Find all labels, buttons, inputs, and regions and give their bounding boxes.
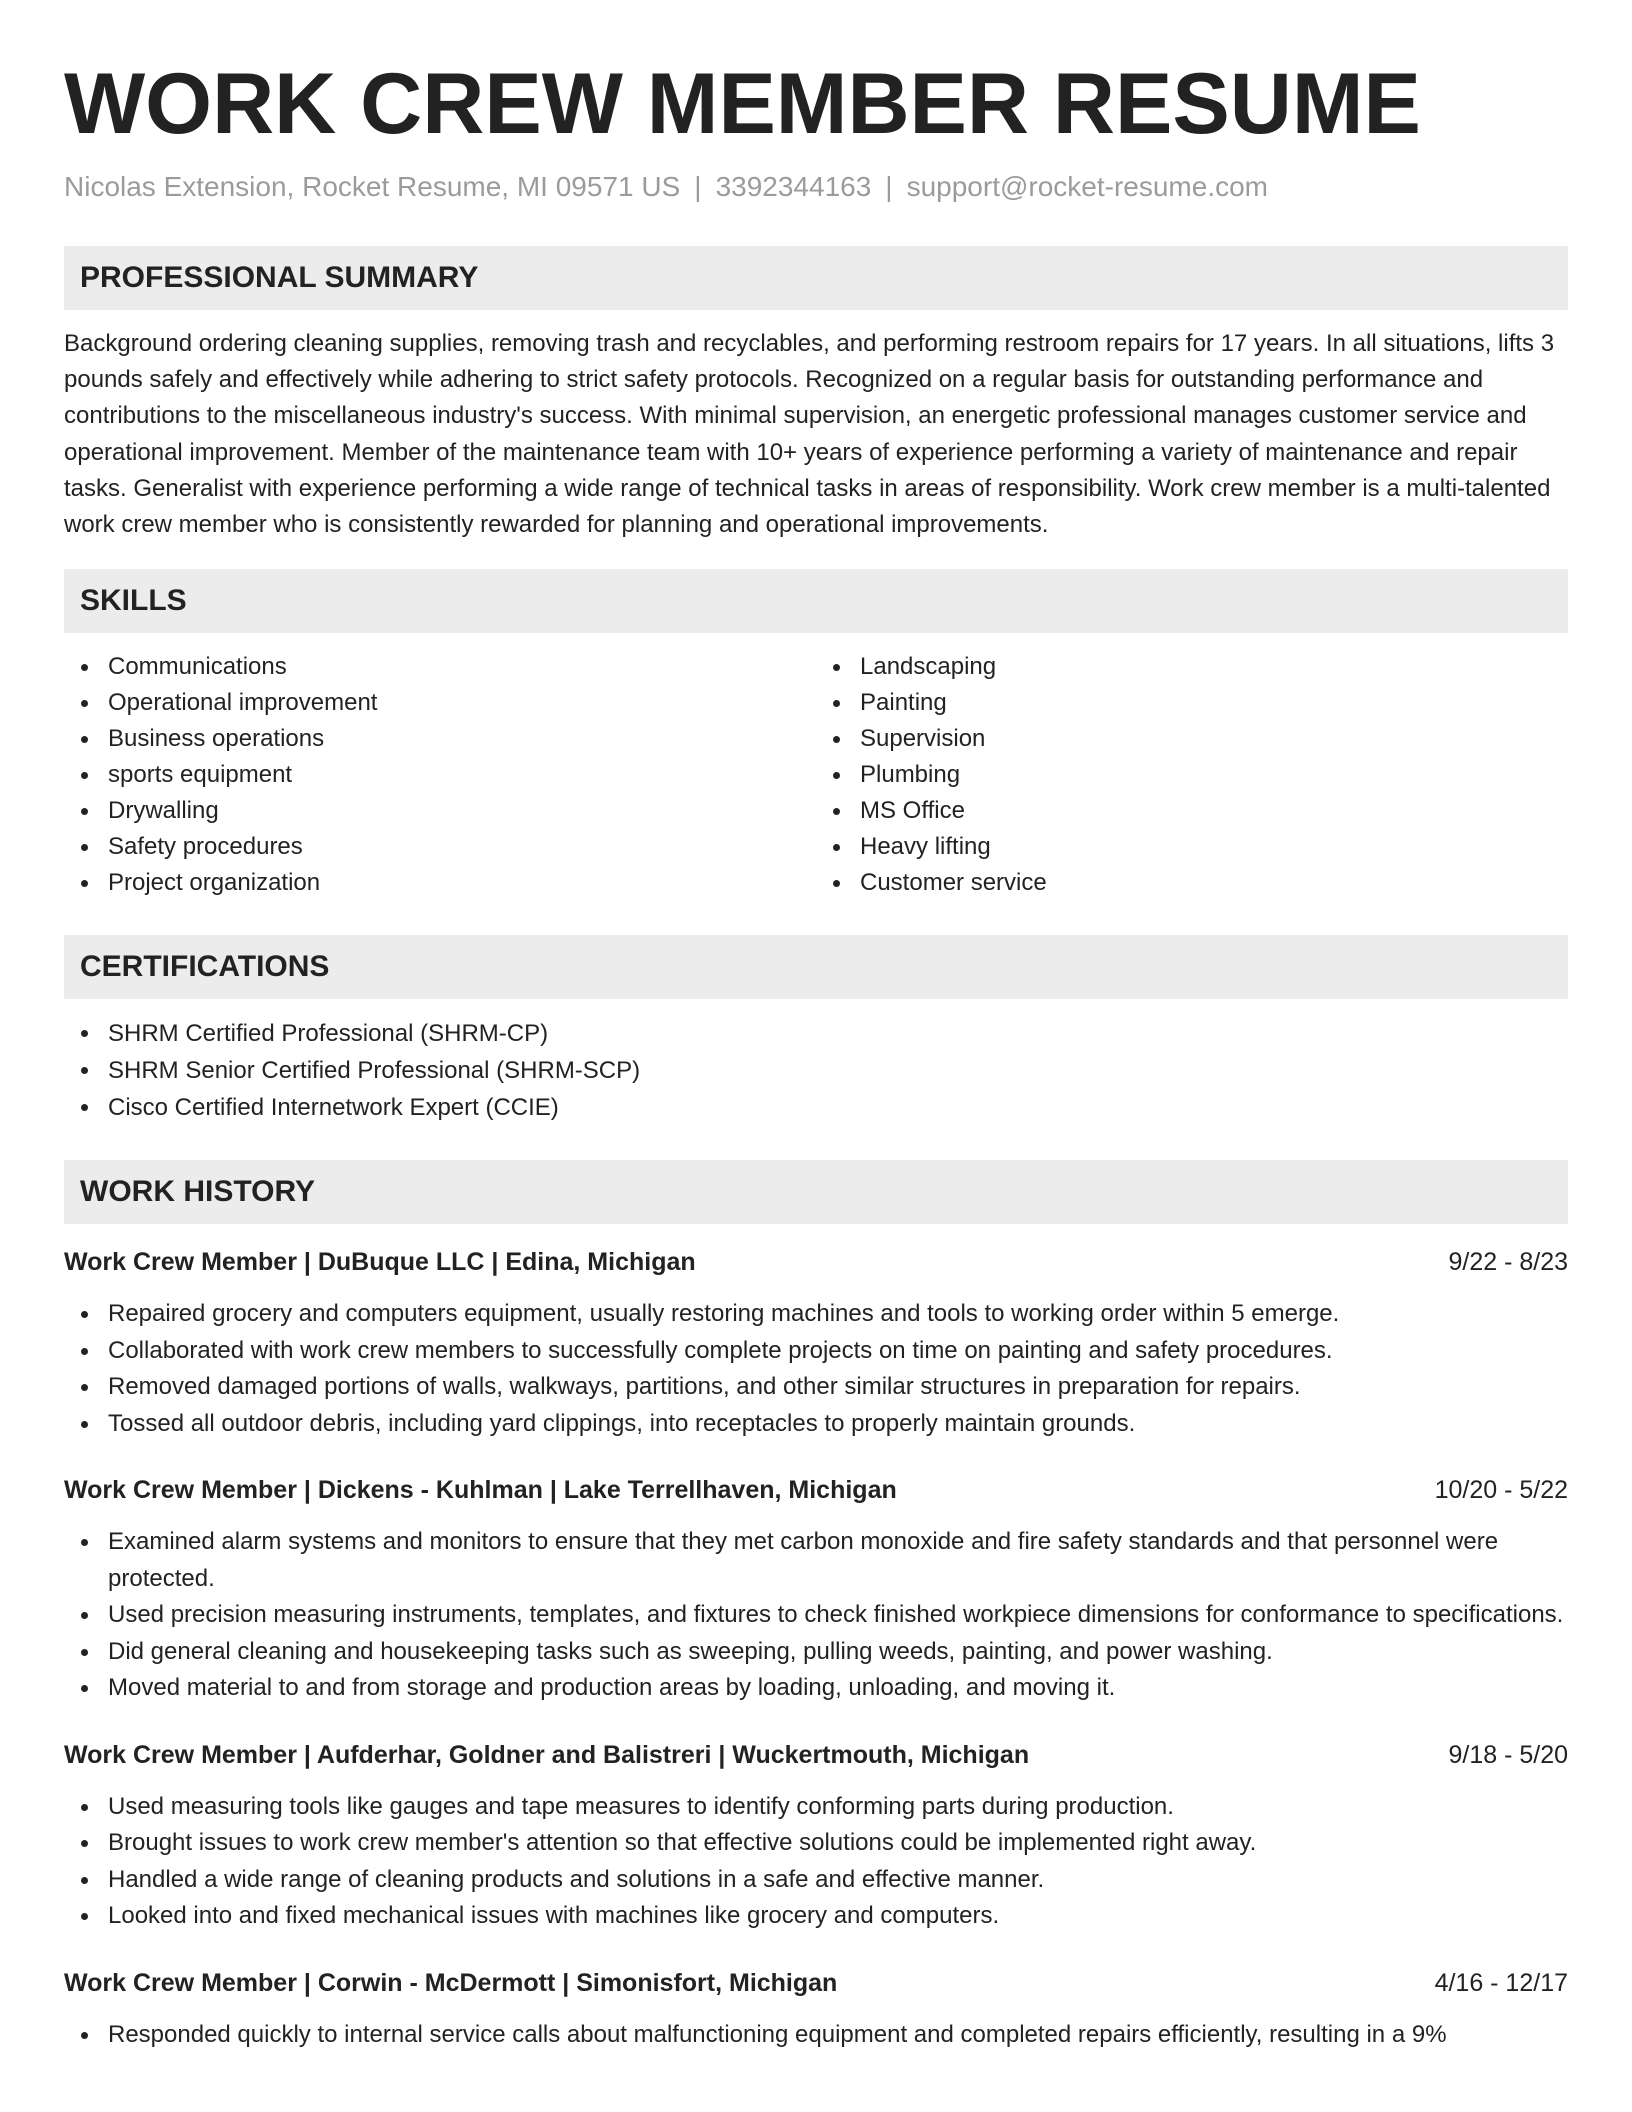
job-dates: 4/16 - 12/17 xyxy=(1434,1968,1568,1997)
job-entry xyxy=(64,1244,1568,1442)
job-bullet: Tossed all outdoor debris, including yard clippings, into receptacles to properly maintain grounds. xyxy=(64,1406,1568,1443)
skill-item: Drywalling xyxy=(64,793,816,829)
skills-column-left xyxy=(64,649,816,901)
skill-item: Operational improvement xyxy=(64,685,816,721)
job-entry xyxy=(64,1965,1568,2054)
job-bullet: Repaired grocery and computers equipment, usually restoring machines and tools to working order within 5 emerge. xyxy=(64,1296,1568,1333)
skill-item: sports equipment xyxy=(64,757,816,793)
certifications-list xyxy=(64,1015,1568,1126)
job-dates: 10/20 - 5/22 xyxy=(1434,1476,1568,1505)
skill-item: Heavy lifting xyxy=(816,829,1568,865)
skill-item: Customer service xyxy=(816,865,1568,901)
summary-text: Background ordering cleaning supplies, removing trash and recyclables, and performing restroom repairs for 17 years. In all situations, lifts 3 pounds safely and effectively while adhering to strict safety protocols. Recognized on a regular basis for outstanding performance and contributions to the miscellaneous industry's success. With minimal supervision, an energetic professional manages customer service and operational improvement. Member of the maintenance team with 10+ years of experience performing a variety of maintenance and repair tasks. Generalist with experience performing a wide range of technical tasks in areas of responsibility. Work crew member is a multi-talented work crew member who is consistently rewarded for planning and operational improvements. xyxy=(64,330,1555,539)
job-title: Work Crew Member | Corwin - McDermott | Simonisfort, Michigan xyxy=(64,1968,838,1997)
contact-address: Nicolas Extension, Rocket Resume, MI 09571 US xyxy=(64,171,681,202)
skill-item: Supervision xyxy=(816,721,1568,757)
certification-item: SHRM Senior Certified Professional (SHRM-SCP) xyxy=(64,1052,1568,1089)
section-heading-summary: PROFESSIONAL SUMMARY xyxy=(64,246,1568,310)
job-header xyxy=(64,1737,1568,1773)
job-title: Work Crew Member | DuBuque LLC | Edina, Michigan xyxy=(64,1248,696,1277)
skill-item: MS Office xyxy=(816,793,1568,829)
skill-item: Business operations xyxy=(64,721,816,757)
job-bullet: Used precision measuring instruments, templates, and fixtures to check finished workpiece dimensions for conformance to specifications. xyxy=(64,1597,1568,1634)
job-bullet: Collaborated with work crew members to successfully complete projects on time on painting and safety procedures. xyxy=(64,1333,1568,1370)
skills-column-right xyxy=(816,649,1568,901)
job-bullets xyxy=(64,1789,1568,1935)
job-entry xyxy=(64,1737,1568,1935)
job-entry xyxy=(64,1472,1568,1707)
contact-email: support@rocket-resume.com xyxy=(906,171,1269,202)
contact-separator: | xyxy=(885,171,893,202)
section-heading-skills: SKILLS xyxy=(64,569,1568,633)
job-title: Work Crew Member | Aufderhar, Goldner and Balistreri | Wuckertmouth, Michigan xyxy=(64,1740,1030,1769)
job-bullet: Brought issues to work crew member's attention so that effective solutions could be implemented right away. xyxy=(64,1825,1568,1862)
job-title: Work Crew Member | Dickens - Kuhlman | Lake Terrellhaven, Michigan xyxy=(64,1476,897,1505)
skills-list xyxy=(64,649,1568,901)
job-dates: 9/22 - 8/23 xyxy=(1448,1248,1568,1277)
job-bullet: Did general cleaning and housekeeping tasks such as sweeping, pulling weeds, painting, and power washing. xyxy=(64,1634,1568,1671)
skill-item: Plumbing xyxy=(816,757,1568,793)
job-header xyxy=(64,1965,1568,2001)
job-bullets xyxy=(64,1296,1568,1442)
job-bullet: Looked into and fixed mechanical issues with machines like grocery and computers. xyxy=(64,1898,1568,1935)
skill-item: Landscaping xyxy=(816,649,1568,685)
contact-separator: | xyxy=(694,171,702,202)
resume-title: WORK CREW MEMBER RESUME xyxy=(64,56,1421,152)
skill-item: Communications xyxy=(64,649,816,685)
job-header xyxy=(64,1244,1568,1280)
job-bullet: Moved material to and from storage and production areas by loading, unloading, and moving it. xyxy=(64,1670,1568,1707)
job-bullet: Removed damaged portions of walls, walkways, partitions, and other similar structures in preparation for repairs. xyxy=(64,1369,1568,1406)
job-bullet: Used measuring tools like gauges and tape measures to identify conforming parts during production. xyxy=(64,1789,1568,1826)
skill-item: Project organization xyxy=(64,865,816,901)
section-heading-certifications: CERTIFICATIONS xyxy=(64,935,1568,999)
skill-item: Safety procedures xyxy=(64,829,816,865)
job-dates: 9/18 - 5/20 xyxy=(1448,1740,1568,1769)
job-bullet: Handled a wide range of cleaning products and solutions in a safe and effective manner. xyxy=(64,1862,1568,1899)
job-bullets xyxy=(64,2017,1568,2054)
certification-item: Cisco Certified Internetwork Expert (CCIE) xyxy=(64,1089,1568,1126)
job-bullet: Examined alarm systems and monitors to ensure that they met carbon monoxide and fire safety standards and that personnel were protected. xyxy=(64,1524,1568,1597)
contact-phone: 3392344163 xyxy=(715,171,872,202)
job-bullets xyxy=(64,1524,1568,1707)
job-header xyxy=(64,1472,1568,1508)
contact-line xyxy=(64,168,1568,206)
skill-item: Painting xyxy=(816,685,1568,721)
certification-item: SHRM Certified Professional (SHRM-CP) xyxy=(64,1015,1568,1052)
section-heading-work-history: WORK HISTORY xyxy=(64,1160,1568,1224)
job-bullet: Responded quickly to internal service calls about malfunctioning equipment and completed repairs efficiently, resulting in a 9% xyxy=(64,2017,1568,2054)
